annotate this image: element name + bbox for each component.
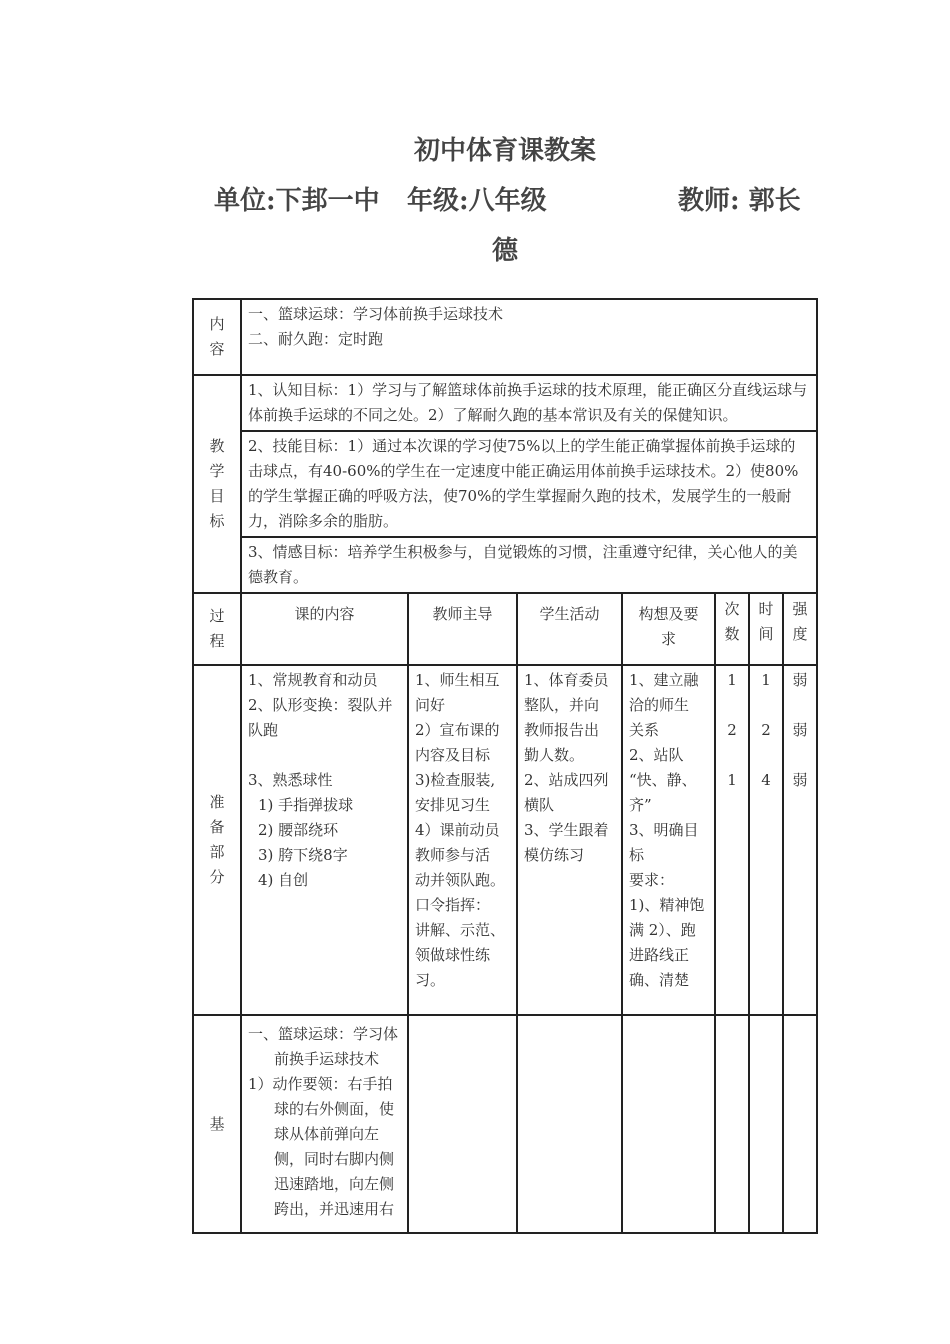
- prep-student: 1、体育委员 整队，并向 教师报告出 勤人数。 2、站成四列 横队 3、学生跟着 模仿练习: [517, 665, 622, 1015]
- content-label: 内 容: [193, 299, 241, 375]
- prep-duration: 1 2 4: [749, 665, 783, 1015]
- basic-duration: [749, 1015, 783, 1233]
- header-lesson: 课的内容: [241, 593, 408, 665]
- basic-label: 基: [193, 1015, 241, 1233]
- basic-lesson: 一、篮球运球：学习体 前换手运球技术 1）动作要领：右手拍 球的右外侧面，使 球从体前弹向左 侧，同时右脚内侧 迅速踏地，向左侧 跨出，并迅速用右: [241, 1015, 408, 1233]
- basic-times: [715, 1015, 749, 1233]
- unit-label: 单位:下邽一中: [214, 186, 380, 216]
- goal-skill: 2、技能目标：1）通过本次课的学习使75%以上的学生能正确掌握体前换手运球的击球点，有40-60%的学生在一定速度中能正确运用体前换手运球技术。2）使80%的学生掌握正确的呼吸方法，使70%的学生掌握耐久跑的技术，发展学生的一般耐力，消除多余的脂肪。: [241, 431, 817, 537]
- basic-teacher: [408, 1015, 517, 1233]
- prep-lesson: 1、常规教育和动员 2、队形变换：裂队并 队跑 3、熟悉球性 1) 手指弹拔球 2) 腰部绕环 3) 胯下绕8字 4) 自创: [241, 665, 408, 1015]
- content-cell: 一、篮球运球：学习体前换手运球技术 二、耐久跑：定时跑: [241, 299, 817, 375]
- grade-label: 年级:八年级: [407, 186, 547, 216]
- teacher-label-continued: 德: [491, 236, 518, 266]
- basic-intensity: [783, 1015, 817, 1233]
- header-intensity: 强 度: [783, 593, 817, 665]
- goal-cognitive: 1、认知目标：1）学习与了解篮球体前换手运球的技术原理，能正确区分直线运球与体前换手运球的不同之处。2）了解耐久跑的基本常识及有关的保健知识。: [241, 375, 817, 431]
- header-process: 过 程: [193, 593, 241, 665]
- prep-label: 准 备 部 分: [193, 665, 241, 1015]
- header-duration: 时 间: [749, 593, 783, 665]
- prep-teacher: 1、师生相互 问好 2）宣布课的 内容及目标 3)检查服装, 安排见习生 4）课前动员 教师参与活 动并领队跑。 口令指挥： 讲解、示范、 领做球性练 习。: [408, 665, 517, 1015]
- teacher-label: 教师: 郭长: [678, 186, 801, 216]
- page-title: 初中体育课教案: [413, 136, 596, 166]
- header-teacher: 教师主导: [408, 593, 517, 665]
- basic-student: [517, 1015, 622, 1233]
- header-times: 次 数: [715, 593, 749, 665]
- lesson-plan-table: [192, 298, 818, 1234]
- header-student: 学生活动: [517, 593, 622, 665]
- header-design: 构想及要 求: [622, 593, 715, 665]
- prep-design: 1、建立融 洽的师生 关系 2、站队 “快、静、 齐” 3、明确目 标 要求： 1)、精神饱 满 2）、跑 进路线正 确、清楚: [622, 665, 715, 1015]
- goal-emotion: 3、情感目标：培养学生积极参与，自觉锻炼的习惯，注重遵守纪律，关心他人的美德教育。: [241, 537, 817, 593]
- basic-design: [622, 1015, 715, 1233]
- goals-label: 教 学 目 标: [193, 375, 241, 593]
- prep-times: 1 2 1: [715, 665, 749, 1015]
- prep-intensity: 弱 弱 弱: [783, 665, 817, 1015]
